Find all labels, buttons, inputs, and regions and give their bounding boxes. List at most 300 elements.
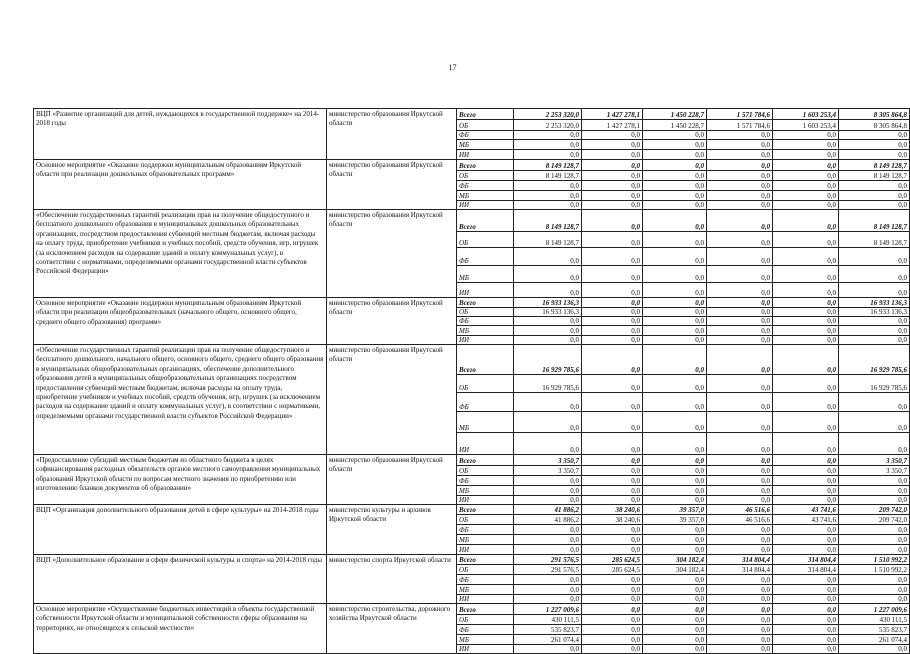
year-value: 0,0 (773, 160, 839, 171)
funding-source: Всего (457, 455, 514, 466)
funding-source: ОБ (457, 466, 514, 476)
year-value: 430 111,5 (514, 615, 582, 625)
total-value: 0,0 (839, 181, 910, 191)
funding-source: ФБ (457, 131, 514, 140)
year-value: 0,0 (582, 181, 643, 191)
year-value: 0,0 (707, 181, 773, 191)
year-value: 0,0 (643, 585, 707, 595)
year-value: 46 516,6 (707, 505, 773, 515)
year-value: 285 624,5 (582, 555, 643, 565)
total-value: 0,0 (839, 317, 910, 326)
funding-source: ИИ (457, 201, 514, 210)
year-value: 0,0 (514, 433, 582, 455)
year-value: 0,0 (643, 336, 707, 345)
year-value: 38 240,6 (582, 515, 643, 525)
year-value: 0,0 (707, 191, 773, 201)
year-value: 16 929 785,6 (514, 345, 582, 375)
total-value: 0,0 (839, 283, 910, 298)
year-value: 0,0 (582, 131, 643, 140)
year-value: 0,0 (707, 535, 773, 545)
year-value: 0,0 (643, 248, 707, 266)
year-value: 0,0 (707, 248, 773, 266)
year-value: 0,0 (582, 375, 643, 393)
year-value: 0,0 (643, 283, 707, 298)
year-value: 0,0 (773, 615, 839, 625)
total-value: 0,0 (839, 545, 910, 555)
year-value: 39 357,0 (643, 505, 707, 515)
year-value: 0,0 (514, 412, 582, 433)
funding-source: ИИ (457, 545, 514, 555)
funding-source: ОБ (457, 120, 514, 131)
total-value: 8 149 128,7 (839, 232, 910, 248)
year-value: 3 350,7 (514, 455, 582, 466)
year-value: 0,0 (707, 625, 773, 635)
funding-source: МБ (457, 326, 514, 336)
year-value: 8 149 128,7 (514, 210, 582, 232)
funding-source: Всего (457, 505, 514, 515)
funding-source: МБ (457, 585, 514, 595)
program-description: Основное мероприятие «Осуществление бюджетных инвестиций в объекты государственной собственности Иркутской области и муниципальной собственности сферы образования на территориях, не относящихся к сельской местности» (34, 604, 327, 654)
funding-source: Всего (457, 210, 514, 232)
year-value: 0,0 (582, 455, 643, 466)
year-value: 0,0 (707, 595, 773, 604)
total-value: 0,0 (839, 575, 910, 585)
total-value: 535 823,7 (839, 625, 910, 635)
year-value: 261 074,4 (514, 635, 582, 645)
year-value: 0,0 (582, 604, 643, 615)
table-row (34, 604, 910, 615)
table-row (34, 160, 910, 171)
total-value: 16 933 136,3 (839, 308, 910, 317)
total-value: 430 111,5 (839, 615, 910, 625)
total-value: 1 510 992,2 (839, 555, 910, 565)
year-value: 0,0 (514, 575, 582, 585)
year-value: 0,0 (514, 595, 582, 604)
year-value: 0,0 (707, 201, 773, 210)
year-value: 0,0 (643, 171, 707, 181)
budget-table (33, 108, 910, 654)
table-row (34, 109, 910, 120)
funding-source: ИИ (457, 595, 514, 604)
total-value: 8 305 864,8 (839, 120, 910, 131)
year-value: 1 450 228,7 (643, 109, 707, 120)
year-value: 0,0 (582, 615, 643, 625)
year-value: 0,0 (707, 466, 773, 476)
year-value: 0,0 (582, 345, 643, 375)
program-description: ВЦП «Дополнительное образование в сфере физической культуры и спорта» на 2014-2018 годы (34, 555, 327, 604)
year-value: 41 886,2 (514, 515, 582, 525)
year-value: 0,0 (514, 266, 582, 283)
year-value: 0,0 (643, 575, 707, 585)
program-description: «Обеспечение государственных гарантий реализации прав на получение общедоступного и бесплатного дошкольного образования в муниципальных дошкольных образовательных организациях, посредством предоставления субвенций местным бюджетам, включая расходы на оплату труда, приобретение учебников и учебных пособий, средств обучения, игр, игрушек (за исключением расходов на содержание зданий и оплату коммунальных услуг), в соответствии с нормативами, определяемыми органами государственной власти субъектов Российской Федерации» (34, 210, 327, 298)
year-value: 0,0 (773, 248, 839, 266)
year-value: 0,0 (707, 635, 773, 645)
year-value: 0,0 (707, 171, 773, 181)
year-value: 0,0 (582, 336, 643, 345)
year-value: 0,0 (707, 393, 773, 412)
year-value: 1 571 784,6 (707, 120, 773, 131)
year-value: 16 933 136,3 (514, 308, 582, 317)
funding-source: МБ (457, 412, 514, 433)
year-value: 0,0 (773, 210, 839, 232)
funding-source: ФБ (457, 525, 514, 535)
funding-source: ФБ (457, 575, 514, 585)
year-value: 535 823,7 (514, 625, 582, 635)
year-value: 0,0 (707, 525, 773, 535)
year-value: 0,0 (707, 455, 773, 466)
year-value: 0,0 (514, 140, 582, 150)
year-value: 0,0 (773, 604, 839, 615)
year-value: 291 576,5 (514, 565, 582, 575)
funding-source: Всего (457, 345, 514, 375)
year-value: 0,0 (773, 201, 839, 210)
executor: министерство образования Иркутской области (327, 210, 457, 298)
funding-source: ИИ (457, 496, 514, 505)
year-value: 0,0 (582, 635, 643, 645)
year-value: 46 516,6 (707, 515, 773, 525)
year-value: 0,0 (773, 585, 839, 595)
year-value: 0,0 (707, 412, 773, 433)
year-value: 0,0 (707, 326, 773, 336)
table-row (34, 505, 910, 515)
year-value: 0,0 (643, 210, 707, 232)
year-value: 304 182,4 (643, 555, 707, 565)
funding-source: ОБ (457, 308, 514, 317)
year-value: 0,0 (582, 248, 643, 266)
year-value: 0,0 (773, 150, 839, 160)
year-value: 0,0 (773, 140, 839, 150)
year-value: 0,0 (643, 496, 707, 505)
year-value: 0,0 (514, 525, 582, 535)
year-value: 1 603 253,4 (773, 120, 839, 131)
funding-source: ИИ (457, 283, 514, 298)
year-value: 0,0 (707, 266, 773, 283)
year-value: 0,0 (707, 140, 773, 150)
year-value: 0,0 (707, 486, 773, 496)
year-value: 0,0 (707, 496, 773, 505)
year-value: 0,0 (582, 326, 643, 336)
year-value: 2 253 320,0 (514, 120, 582, 131)
funding-source: ОБ (457, 615, 514, 625)
year-value: 0,0 (582, 150, 643, 160)
year-value: 0,0 (582, 298, 643, 308)
year-value: 0,0 (707, 160, 773, 171)
total-value: 8 305 864,8 (839, 109, 910, 120)
year-value: 0,0 (582, 585, 643, 595)
year-value: 0,0 (643, 160, 707, 171)
funding-source: ОБ (457, 232, 514, 248)
year-value: 0,0 (582, 525, 643, 535)
total-value: 3 350,7 (839, 466, 910, 476)
total-value: 0,0 (839, 525, 910, 535)
year-value: 0,0 (773, 645, 839, 654)
total-value: 0,0 (839, 140, 910, 150)
year-value: 0,0 (582, 171, 643, 181)
year-value: 0,0 (643, 191, 707, 201)
executor: министерство спорта Иркутской области (327, 555, 457, 604)
funding-source: ИИ (457, 645, 514, 654)
year-value: 0,0 (643, 625, 707, 635)
year-value: 1 603 253,4 (773, 109, 839, 120)
year-value: 3 350,7 (514, 466, 582, 476)
year-value: 0,0 (773, 595, 839, 604)
year-value: 1 427 278,1 (582, 109, 643, 120)
funding-source: ОБ (457, 375, 514, 393)
year-value: 304 182,4 (643, 565, 707, 575)
page-number: 17 (448, 63, 457, 72)
year-value: 0,0 (773, 476, 839, 486)
year-value: 0,0 (773, 345, 839, 375)
year-value: 0,0 (582, 595, 643, 604)
funding-source: Всего (457, 109, 514, 120)
year-value: 0,0 (707, 585, 773, 595)
year-value: 0,0 (773, 393, 839, 412)
executor: министерство образования Иркутской области (327, 345, 457, 455)
funding-source: ФБ (457, 393, 514, 412)
program-description: ВЦП «Организация дополнительного образования детей в сфере культуры» на 2014-2018 годы (34, 505, 327, 555)
year-value: 8 149 128,7 (514, 160, 582, 171)
total-value: 0,0 (839, 191, 910, 201)
year-value: 0,0 (707, 131, 773, 140)
funding-source: Всего (457, 555, 514, 565)
year-value: 0,0 (773, 545, 839, 555)
funding-source: ФБ (457, 317, 514, 326)
year-value: 0,0 (582, 466, 643, 476)
table-row (34, 455, 910, 466)
total-value: 0,0 (839, 336, 910, 345)
total-value: 0,0 (839, 412, 910, 433)
year-value: 0,0 (643, 412, 707, 433)
year-value: 43 741,6 (773, 515, 839, 525)
year-value: 0,0 (582, 486, 643, 496)
year-value: 0,0 (707, 615, 773, 625)
year-value: 0,0 (707, 298, 773, 308)
total-value: 16 933 136,3 (839, 298, 910, 308)
year-value: 0,0 (643, 345, 707, 375)
year-value: 0,0 (773, 326, 839, 336)
total-value: 0,0 (839, 201, 910, 210)
year-value: 0,0 (582, 191, 643, 201)
year-value: 0,0 (643, 635, 707, 645)
table-row (34, 345, 910, 375)
year-value: 0,0 (582, 496, 643, 505)
year-value: 0,0 (773, 375, 839, 393)
total-value: 0,0 (839, 393, 910, 412)
total-value: 0,0 (839, 248, 910, 266)
year-value: 0,0 (643, 308, 707, 317)
year-value: 0,0 (643, 140, 707, 150)
year-value: 0,0 (773, 131, 839, 140)
year-value: 0,0 (514, 336, 582, 345)
year-value: 0,0 (582, 232, 643, 248)
funding-source: Всего (457, 298, 514, 308)
total-value: 0,0 (839, 496, 910, 505)
year-value: 0,0 (643, 433, 707, 455)
year-value: 0,0 (643, 266, 707, 283)
year-value: 0,0 (582, 308, 643, 317)
year-value: 0,0 (707, 283, 773, 298)
year-value: 0,0 (773, 486, 839, 496)
year-value: 0,0 (514, 645, 582, 654)
funding-source: ИИ (457, 433, 514, 455)
year-value: 0,0 (773, 191, 839, 201)
year-value: 0,0 (514, 326, 582, 336)
year-value: 0,0 (643, 476, 707, 486)
table-row (34, 210, 910, 232)
funding-source: Всего (457, 604, 514, 615)
year-value: 0,0 (643, 595, 707, 604)
year-value: 0,0 (514, 201, 582, 210)
year-value: 291 576,5 (514, 555, 582, 565)
funding-source: Всего (457, 160, 514, 171)
year-value: 0,0 (582, 210, 643, 232)
year-value: 0,0 (643, 181, 707, 191)
year-value: 314 804,4 (707, 555, 773, 565)
year-value: 0,0 (582, 625, 643, 635)
funding-source: МБ (457, 635, 514, 645)
executor: министерство образования Иркутской области (327, 298, 457, 345)
total-value: 0,0 (839, 645, 910, 654)
year-value: 0,0 (514, 317, 582, 326)
total-value: 0,0 (839, 476, 910, 486)
year-value: 0,0 (643, 604, 707, 615)
year-value: 0,0 (514, 545, 582, 555)
year-value: 0,0 (514, 181, 582, 191)
year-value: 0,0 (643, 298, 707, 308)
year-value: 0,0 (514, 283, 582, 298)
year-value: 38 240,6 (582, 505, 643, 515)
year-value: 8 149 128,7 (514, 171, 582, 181)
year-value: 0,0 (773, 317, 839, 326)
year-value: 0,0 (707, 545, 773, 555)
year-value: 0,0 (773, 171, 839, 181)
year-value: 0,0 (643, 455, 707, 466)
year-value: 0,0 (707, 645, 773, 654)
year-value: 0,0 (643, 466, 707, 476)
total-value: 0,0 (839, 433, 910, 455)
total-value: 209 742,0 (839, 515, 910, 525)
year-value: 0,0 (707, 345, 773, 375)
year-value: 0,0 (773, 298, 839, 308)
funding-source: ФБ (457, 476, 514, 486)
year-value: 0,0 (773, 283, 839, 298)
year-value: 0,0 (707, 336, 773, 345)
year-value: 0,0 (643, 393, 707, 412)
year-value: 0,0 (773, 496, 839, 505)
year-value: 285 624,5 (582, 565, 643, 575)
year-value: 0,0 (707, 150, 773, 160)
executor: министерство строительства, дорожного хозяйства Иркутской области (327, 604, 457, 654)
year-value: 0,0 (707, 210, 773, 232)
year-value: 0,0 (707, 476, 773, 486)
table-row (34, 298, 910, 308)
year-value: 0,0 (643, 645, 707, 654)
total-value: 0,0 (839, 131, 910, 140)
year-value: 0,0 (707, 604, 773, 615)
year-value: 0,0 (773, 575, 839, 585)
year-value: 0,0 (643, 131, 707, 140)
funding-source: ОБ (457, 565, 514, 575)
year-value: 39 357,0 (643, 515, 707, 525)
funding-source: ФБ (457, 248, 514, 266)
total-value: 209 742,0 (839, 505, 910, 515)
year-value: 0,0 (707, 375, 773, 393)
total-value: 1 510 992,2 (839, 565, 910, 575)
year-value: 0,0 (643, 326, 707, 336)
year-value: 0,0 (707, 575, 773, 585)
year-value: 0,0 (773, 433, 839, 455)
year-value: 0,0 (643, 317, 707, 326)
funding-source: ФБ (457, 181, 514, 191)
year-value: 314 804,4 (773, 565, 839, 575)
year-value: 0,0 (514, 535, 582, 545)
funding-source: ИИ (457, 150, 514, 160)
year-value: 1 571 784,6 (707, 109, 773, 120)
year-value: 0,0 (514, 476, 582, 486)
year-value: 0,0 (643, 525, 707, 535)
funding-source: МБ (457, 266, 514, 283)
year-value: 43 741,6 (773, 505, 839, 515)
year-value: 0,0 (643, 375, 707, 393)
year-value: 314 804,4 (773, 555, 839, 565)
total-value: 8 149 128,7 (839, 171, 910, 181)
program-description: «Обеспечение государственных гарантий реализации прав на получение общедоступного и бесплатного дошкольного, начального общего, основного общего, среднего общего образования в муниципальных общеобразовательных организациях, обеспечение дополнительного образования детей в муниципальных общеобразовательных организациях посредством предоставления субвенций местным бюджетам, включая расходы на оплату труда, приобретение учебников и учебных пособий, средств обучения, игр, игрушек (за исключением расходов на содержание зданий и оплату коммунальных услуг), в соответствии с нормативами, определяемыми органами государственной власти субъектов Российской Федерации» (34, 345, 327, 455)
total-value: 0,0 (839, 535, 910, 545)
total-value: 16 929 785,6 (839, 345, 910, 375)
funding-source: МБ (457, 140, 514, 150)
funding-source: ИИ (457, 336, 514, 345)
year-value: 1 427 278,1 (582, 120, 643, 131)
year-value: 0,0 (514, 496, 582, 505)
year-value: 0,0 (582, 645, 643, 654)
funding-source: ФБ (457, 625, 514, 635)
year-value: 0,0 (514, 191, 582, 201)
year-value: 0,0 (773, 308, 839, 317)
year-value: 0,0 (582, 412, 643, 433)
year-value: 0,0 (582, 201, 643, 210)
year-value: 0,0 (582, 433, 643, 455)
year-value: 0,0 (773, 635, 839, 645)
total-value: 0,0 (839, 585, 910, 595)
year-value: 16 929 785,6 (514, 375, 582, 393)
program-description: Основное мероприятие «Оказание поддержки муниципальным образованиям Иркутской области при реализации общеобразовательных (начального общего, основного общего, среднего общего образования) программ» (34, 298, 327, 345)
year-value: 0,0 (514, 486, 582, 496)
year-value: 0,0 (707, 317, 773, 326)
year-value: 0,0 (643, 150, 707, 160)
funding-source: МБ (457, 535, 514, 545)
year-value: 0,0 (514, 131, 582, 140)
total-value: 0,0 (839, 326, 910, 336)
year-value: 0,0 (643, 615, 707, 625)
year-value: 0,0 (773, 266, 839, 283)
year-value: 1 450 228,7 (643, 120, 707, 131)
year-value: 314 804,4 (707, 565, 773, 575)
funding-source: МБ (457, 191, 514, 201)
year-value: 0,0 (582, 266, 643, 283)
year-value: 0,0 (643, 232, 707, 248)
year-value: 0,0 (643, 535, 707, 545)
year-value: 0,0 (582, 393, 643, 412)
total-value: 16 929 785,6 (839, 375, 910, 393)
year-value: 2 253 320,0 (514, 109, 582, 120)
total-value: 1 227 009,6 (839, 604, 910, 615)
funding-source: МБ (457, 486, 514, 496)
year-value: 0,0 (514, 393, 582, 412)
program-description: ВЦП «Развитие организаций для детей, нуждающихся в государственной поддержке» на 2014-2018 годы (34, 109, 327, 160)
total-value: 0,0 (839, 266, 910, 283)
executor: министерство образования Иркутской области (327, 160, 457, 210)
year-value: 0,0 (773, 181, 839, 191)
